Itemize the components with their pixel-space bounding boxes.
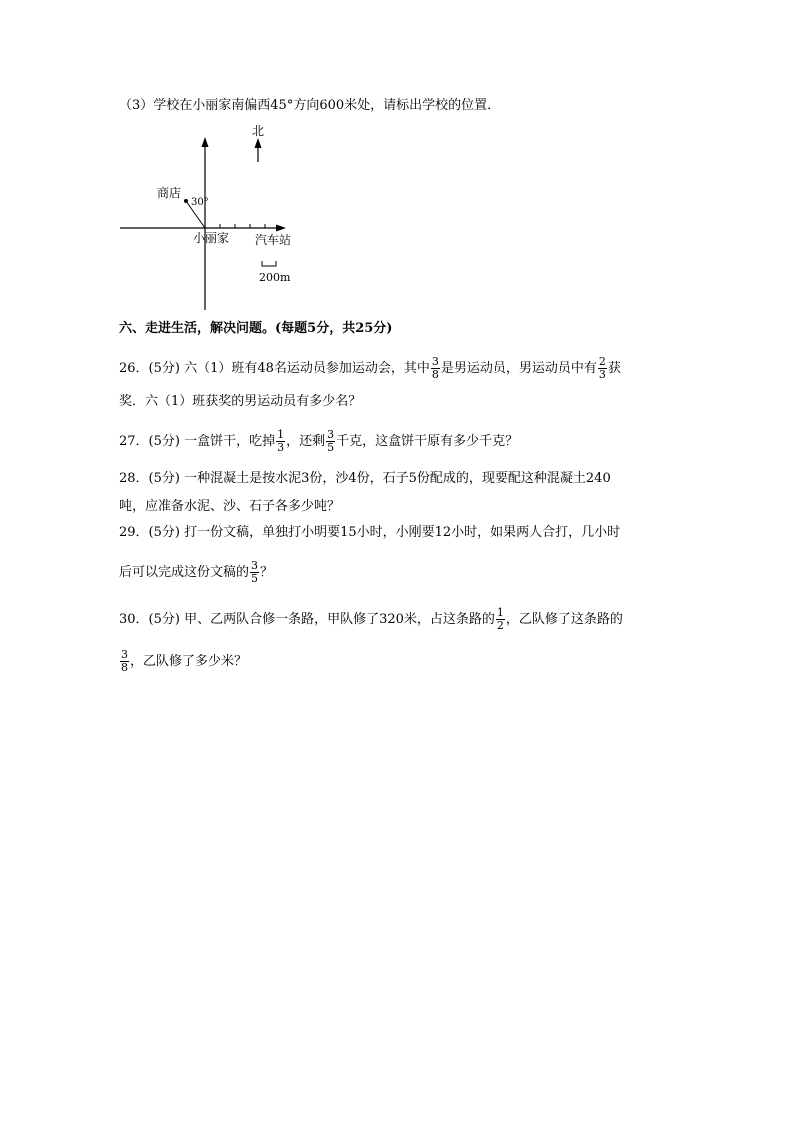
scale-bar bbox=[262, 261, 276, 266]
q30-fraction-2 bbox=[120, 649, 129, 674]
shop-point bbox=[184, 199, 188, 203]
q30-text-2: ，乙队修了这条路的 bbox=[505, 612, 623, 627]
question-30-line-1 bbox=[119, 607, 623, 632]
direction-diagram bbox=[110, 118, 310, 318]
station-label: 汽车站 bbox=[255, 233, 292, 247]
scale-label: 200m bbox=[259, 271, 291, 284]
fraction-denominator: 5 bbox=[327, 441, 335, 454]
fraction-numerator: 3 bbox=[251, 559, 259, 572]
question-26-line-1 bbox=[119, 356, 621, 381]
q30-text-3: ，乙队修了多少米？ bbox=[130, 654, 248, 669]
q26-text-2: 是男运动员，男运动员中有 bbox=[440, 361, 597, 376]
fraction-numerator: 1 bbox=[496, 606, 504, 619]
vertical-axis-arrow bbox=[202, 137, 209, 147]
question-27 bbox=[119, 429, 518, 454]
q27-text-3: 千克，这盒饼干原有多少千克？ bbox=[336, 434, 519, 449]
question-29-line-2 bbox=[119, 560, 273, 585]
q26-fraction-2 bbox=[598, 356, 607, 381]
north-arrow-icon bbox=[255, 138, 262, 148]
fraction-numerator: 3 bbox=[431, 355, 439, 368]
fraction-denominator: 8 bbox=[431, 368, 439, 381]
fraction-numerator: 3 bbox=[327, 428, 335, 441]
q26-text-3: 获 bbox=[607, 361, 621, 376]
fraction-denominator: 2 bbox=[496, 619, 504, 632]
angle-label: 30° bbox=[191, 197, 209, 208]
fraction-numerator: 1 bbox=[277, 428, 285, 441]
question-30-line-2 bbox=[119, 649, 247, 674]
q29-fraction bbox=[250, 560, 259, 585]
north-label: 北 bbox=[252, 124, 265, 138]
section-heading: 六、走进生活，解决问题。(每题5分，共25分) bbox=[119, 321, 393, 336]
q29-text-2: 后可以完成这份文稿的 bbox=[119, 565, 250, 580]
question-28-line-2: 吨，应准备水泥、沙、石子各多少吨？ bbox=[119, 499, 341, 514]
q27-text-1: 27．(5分) 一盒饼干，吃掉 bbox=[119, 434, 276, 449]
shop-label: 商店 bbox=[157, 186, 182, 200]
horizontal-axis-arrow bbox=[276, 225, 286, 232]
question-26-line-2: 奖．六（1）班获奖的男运动员有多少名？ bbox=[119, 394, 362, 409]
fraction-denominator: 3 bbox=[598, 368, 606, 381]
fraction-denominator: 8 bbox=[121, 661, 128, 674]
question-28-line-1: 28．(5分) 一种混凝土是按水泥3份，沙4份，石子5份配成的，现要配这种混凝土240 bbox=[119, 471, 611, 486]
question-29-line-1: 29．(5分) 打一份文稿，单独打小明要15小时，小刚要12小时，如果两人合打，几小时 bbox=[119, 525, 621, 540]
q30-fraction-1 bbox=[496, 607, 505, 632]
q27-fraction-1 bbox=[276, 429, 285, 454]
home-label: 小丽家 bbox=[193, 231, 230, 245]
q3-prompt: （3）学校在小丽家南偏西45°方向600米处，请标出学校的位置． bbox=[119, 98, 501, 113]
q26-text-1: 26．(5分) 六（1）班有48名运动员参加运动会，其中 bbox=[119, 361, 430, 376]
q29-text-3: ？ bbox=[260, 565, 274, 580]
fraction-numerator: 3 bbox=[121, 648, 128, 661]
q27-text-2: ，还剩 bbox=[286, 434, 326, 449]
fraction-numerator: 2 bbox=[598, 355, 606, 368]
q26-fraction-1 bbox=[431, 356, 440, 381]
fraction-denominator: 3 bbox=[277, 441, 285, 454]
q27-fraction-2 bbox=[326, 429, 335, 454]
fraction-denominator: 5 bbox=[251, 572, 259, 585]
q30-text-1: 30．(5分) 甲、乙两队合修一条路，甲队修了320米，占这条路的 bbox=[119, 612, 495, 627]
